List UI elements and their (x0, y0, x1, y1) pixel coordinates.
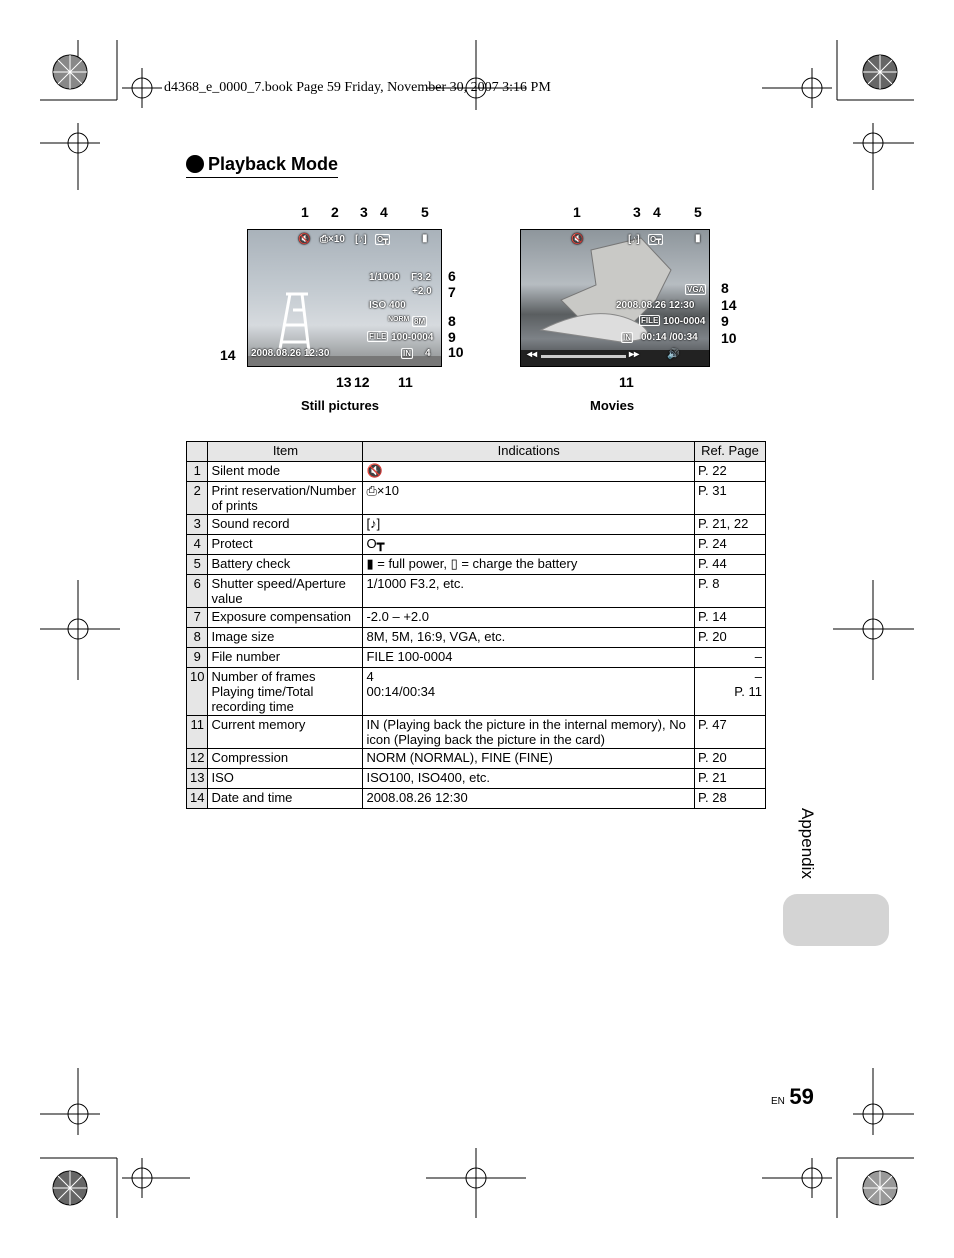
still-callout-14: 14 (220, 347, 236, 363)
row-indications: O┳ (363, 535, 695, 555)
table-row (187, 575, 766, 608)
movie-callout-5: 5 (694, 204, 702, 220)
row-indications: ⎙×10 (363, 482, 695, 515)
image-size-icon: 8M (414, 317, 426, 326)
table-row (187, 648, 766, 668)
header-indications: Indications (363, 442, 695, 462)
movie-date-time: 2008.08.26 12:30 (616, 300, 695, 311)
still-callout-11: 11 (398, 374, 413, 390)
row-ref-page: P. 21 (695, 769, 766, 789)
row-ref-page: P. 8 (695, 575, 766, 608)
row-ref-page: – P. 11 (695, 668, 766, 716)
movie-screen (520, 229, 710, 367)
movie-file-number: FILE 100-0004 (641, 316, 706, 327)
row-ref-page: P. 22 (695, 462, 766, 482)
row-indications: -2.0 – +2.0 (363, 608, 695, 628)
exposure-compensation: +2.0 (412, 286, 432, 297)
print-reservation: ⎙×10 (320, 234, 345, 245)
row-item: Exposure compensation (208, 608, 363, 628)
silent-mode-icon: 🔇 (298, 234, 311, 245)
row-number: 11 (187, 716, 208, 749)
row-number: 6 (187, 575, 208, 608)
row-ref-page: P. 14 (695, 608, 766, 628)
row-indications: 4 00:14/00:34 (363, 668, 695, 716)
language-code: EN (771, 1096, 785, 1107)
row-item: File number (208, 648, 363, 668)
page-number (771, 1084, 814, 1110)
header-number (187, 442, 208, 462)
iso-value: ISO 400 (369, 300, 406, 311)
row-number: 9 (187, 648, 208, 668)
row-item: Shutter speed/Aperture value (208, 575, 363, 608)
still-callout-7: 7 (448, 284, 456, 300)
row-number: 4 (187, 535, 208, 555)
row-indications: FILE 100-0004 (363, 648, 695, 668)
date-time: 2008.08.26 12:30 (251, 348, 330, 359)
playing-time: 00:14 /00:34 (641, 332, 698, 343)
movie-callout-14: 14 (721, 297, 737, 313)
row-item: Image size (208, 628, 363, 648)
row-ref-page: P. 44 (695, 555, 766, 575)
lifeguard-tower-image (248, 230, 441, 366)
row-ref-page: P. 31 (695, 482, 766, 515)
battery-icon: ▮ (422, 233, 428, 244)
row-ref-page: P. 28 (695, 789, 766, 809)
row-item: Sound record (208, 515, 363, 535)
row-indications: IN (Playing back the picture in the internal memory), No icon (Playing back the picture in the card) (363, 716, 695, 749)
row-item: Current memory (208, 716, 363, 749)
bullet-icon (186, 155, 204, 173)
table-header-row (187, 442, 766, 462)
print-count: ×10 (328, 234, 345, 245)
movie-callout-11: 11 (619, 374, 634, 390)
row-ref-page: – (695, 648, 766, 668)
row-number: 13 (187, 769, 208, 789)
table-row (187, 482, 766, 515)
memory-icon: IN (403, 349, 411, 358)
still-callout-3: 3 (360, 204, 368, 220)
row-ref-page: P. 21, 22 (695, 515, 766, 535)
movie-protect-icon: O┳ (650, 235, 662, 244)
row-number: 3 (187, 515, 208, 535)
row-indications: ▮ = full power, ▯ = charge the battery (363, 555, 695, 575)
still-picture-screen (247, 229, 442, 367)
compression-icon: NORM (388, 316, 410, 323)
still-caption: Still pictures (301, 398, 380, 413)
row-item: Protect (208, 535, 363, 555)
row-item: Compression (208, 749, 363, 769)
still-callout-4: 4 (380, 204, 388, 220)
sound-record-icon: [♪] (355, 234, 367, 245)
still-callout-1: 1 (301, 204, 309, 220)
table-row (187, 769, 766, 789)
movie-sound-record-icon: [♪] (628, 234, 640, 245)
still-callout-5: 5 (421, 204, 429, 220)
row-ref-page: P. 47 (695, 716, 766, 749)
aperture-value: F3.2 (411, 272, 432, 283)
header-item: Item (208, 442, 363, 462)
volume-icon: 🔊 (667, 349, 680, 360)
movie-caption: Movies (590, 398, 635, 413)
row-indications: 1/1000 F3.2, etc. (363, 575, 695, 608)
file-number: FILE 100-0004 (369, 332, 434, 343)
row-number: 12 (187, 749, 208, 769)
book-header: d4368_e_0000_7.book Page 59 Friday, November 30, 2007 3:16 PM (164, 80, 551, 95)
row-indications: NORM (NORMAL), FINE (FINE) (363, 749, 695, 769)
row-ref-page: P. 20 (695, 749, 766, 769)
rewind-icon: ◂◂ (527, 349, 538, 360)
still-callout-12: 12 (354, 374, 370, 390)
movie-callout-9: 9 (721, 313, 729, 329)
page-number-value: 59 (789, 1084, 814, 1109)
movie-memory-icon: IN (623, 333, 631, 342)
still-callout-2: 2 (331, 204, 339, 220)
row-indications: 2008.08.26 12:30 (363, 789, 695, 809)
row-number: 8 (187, 628, 208, 648)
still-callout-8: 8 (448, 313, 456, 329)
movie-callout-4: 4 (653, 204, 661, 220)
table-row (187, 789, 766, 809)
indication-table (186, 441, 766, 809)
protect-icon: O┳ (377, 235, 389, 244)
row-number: 2 (187, 482, 208, 515)
table-row (187, 716, 766, 749)
header-ref-page: Ref. Page (695, 442, 766, 462)
movie-image-size-icon: VGA (687, 285, 705, 294)
row-ref-page: P. 24 (695, 535, 766, 555)
table-row (187, 515, 766, 535)
row-ref-page: P. 20 (695, 628, 766, 648)
still-callout-13: 13 (336, 374, 352, 390)
row-item: Date and time (208, 789, 363, 809)
row-number: 7 (187, 608, 208, 628)
row-number: 10 (187, 668, 208, 716)
seagull-image (521, 230, 709, 366)
table-row (187, 462, 766, 482)
section-title-text: Playback Mode (208, 154, 339, 174)
row-indications: ISO100, ISO400, etc. (363, 769, 695, 789)
movie-callout-3: 3 (633, 204, 641, 220)
fast-forward-icon: ▸▸ (629, 349, 640, 360)
section-title (186, 154, 338, 178)
table-row (187, 535, 766, 555)
movie-battery-icon: ▮ (695, 233, 701, 244)
row-item: Print reservation/Number of prints (208, 482, 363, 515)
row-item: ISO (208, 769, 363, 789)
row-item: Silent mode (208, 462, 363, 482)
row-indications: 8M, 5M, 16:9, VGA, etc. (363, 628, 695, 648)
table-row (187, 668, 766, 716)
frame-count: 4 (425, 348, 431, 359)
row-number: 5 (187, 555, 208, 575)
table-row (187, 608, 766, 628)
row-number: 14 (187, 789, 208, 809)
still-callout-6: 6 (448, 268, 456, 284)
table-row (187, 628, 766, 648)
row-number: 1 (187, 462, 208, 482)
movie-silent-mode-icon: 🔇 (571, 234, 584, 245)
still-callout-10: 10 (448, 344, 464, 360)
movie-callout-10: 10 (721, 330, 737, 346)
table-row (187, 555, 766, 575)
row-item: Battery check (208, 555, 363, 575)
shutter-speed: 1/1000 (369, 272, 400, 283)
row-indications: [♪] (363, 515, 695, 535)
movie-callout-8: 8 (721, 280, 729, 296)
row-indications: 🔇 (363, 462, 695, 482)
still-callout-9: 9 (448, 329, 456, 345)
table-row (187, 749, 766, 769)
row-item: Number of frames Playing time/Total recording time (208, 668, 363, 716)
chapter-tab (783, 894, 889, 946)
movie-callout-1: 1 (573, 204, 581, 220)
side-label: Appendix (798, 808, 817, 879)
